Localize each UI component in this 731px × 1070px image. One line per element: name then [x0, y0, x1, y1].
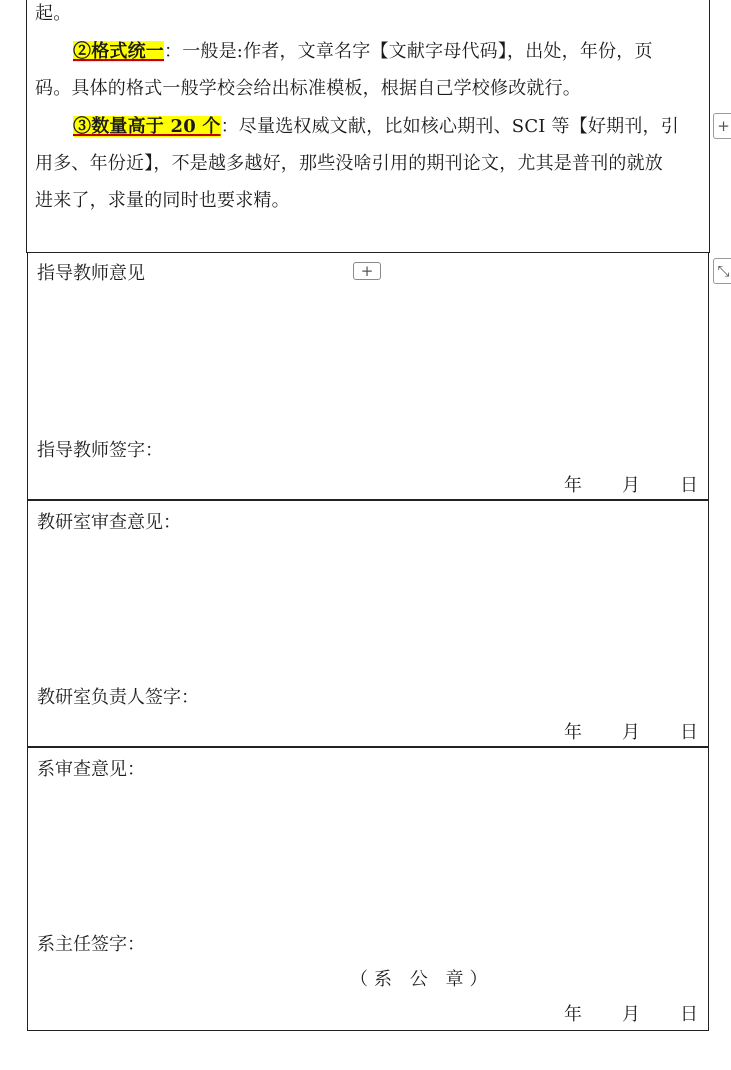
point-2-line-2: 码。具体的格式一般学校会给出标准模板，根据自己学校修改就行。	[35, 78, 581, 99]
add-row-button[interactable]	[353, 262, 381, 280]
advisor-date-year: 年	[564, 475, 582, 496]
department-signature-label: 系主任签字：	[37, 934, 145, 955]
point-2-highlight: ②格式统一	[73, 41, 164, 62]
add-column-button[interactable]	[713, 113, 731, 139]
point-3-line-3: 进来了，求量的同时也要求精。	[35, 190, 290, 211]
advisor-opinion-title: 指导教师意见	[37, 263, 145, 284]
advisor-date-day: 日	[680, 475, 698, 496]
advisor-date-month: 月	[622, 475, 640, 496]
advisor-opinion-cell[interactable]	[27, 253, 709, 500]
plus-icon: +	[360, 262, 374, 280]
department-date-month: 月	[622, 1004, 640, 1025]
office-opinion-cell[interactable]	[27, 500, 709, 747]
office-signature-label: 教研室负责人签字：	[37, 687, 199, 708]
point-3-highlight: ③数量高于 20 个	[73, 116, 221, 137]
resize-icon: ⤡	[717, 262, 730, 280]
department-date-year: 年	[564, 1004, 582, 1025]
department-seal-label: （系 公 章）	[350, 969, 494, 990]
office-date-month: 月	[622, 722, 640, 743]
department-opinion-cell[interactable]	[27, 747, 709, 1031]
point-3-text: ：尽量选权威文献，比如核心期刊、SCI 等【好期刊，引	[220, 116, 679, 137]
office-date-day: 日	[680, 722, 698, 743]
table-resize-handle[interactable]	[713, 258, 731, 284]
point-2-line-1	[73, 40, 653, 64]
department-opinion-title: 系审查意见：	[37, 759, 145, 780]
point-3-line-1	[73, 115, 679, 139]
text-line: 起。	[35, 3, 72, 24]
document-text-cell[interactable]	[26, 0, 710, 253]
office-opinion-title: 教研室审查意见：	[37, 512, 181, 533]
department-date-day: 日	[680, 1004, 698, 1025]
point-2-text: ：一般是:作者，文章名字【文献字母代码】，出处，年份，页	[164, 41, 653, 62]
advisor-signature-label: 指导教师签字：	[37, 440, 163, 461]
plus-icon: +	[717, 117, 730, 135]
point-3-line-2: 用多、年份近】，不是越多越好，那些没啥引用的期刊论文，尤其是普刊的就放	[35, 153, 663, 174]
office-date-year: 年	[564, 722, 582, 743]
